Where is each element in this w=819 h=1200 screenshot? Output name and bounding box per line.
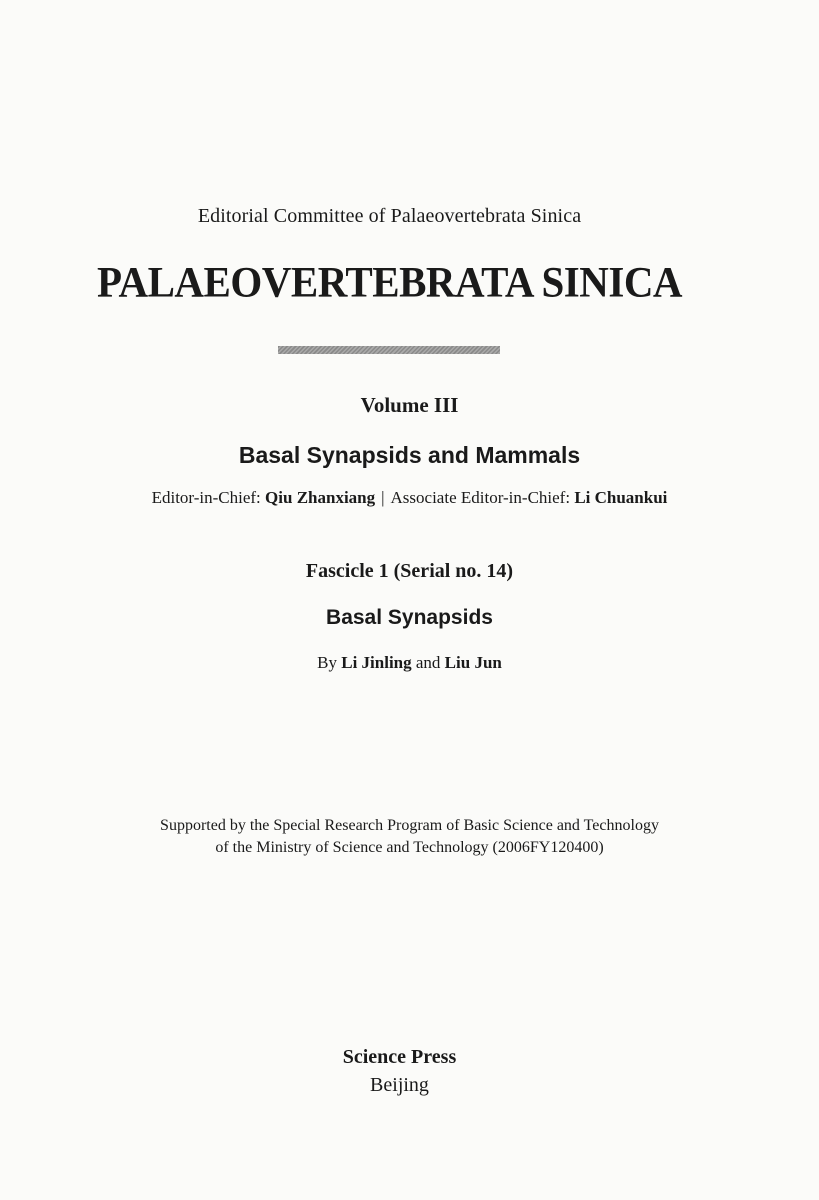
editors-line [0,488,819,508]
fascicle-label: Fascicle 1 (Serial no. 14) [305,560,514,582]
by-label: By [317,653,337,672]
and-label: and [415,653,441,672]
author-2: Liu Jun [444,653,502,672]
associate-editor-label: Associate Editor-in-Chief: [390,488,571,507]
associate-editor-name: Li Chuankui [574,488,668,507]
author-1: Li Jinling [341,653,412,672]
publisher-city: Beijing [370,1074,429,1096]
volume-subtitle: Basal Synapsids and Mammals [238,442,581,468]
editor-separator: | [381,488,385,507]
authors-line [0,653,819,673]
page-title: PALAEOVERTEBRATA SINICA [96,257,683,307]
volume-label: Volume III [360,393,459,417]
editor-in-chief-label: Editor-in-Chief: [151,488,261,507]
publisher-name: Science Press [342,1046,457,1068]
support-line-1: Supported by the Special Research Program of Basic Science and Technology [160,817,659,834]
support-line-2: of the Ministry of Science and Technology (2006FY120400) [215,839,604,856]
editor-in-chief-name: Qiu Zhanxiang [265,488,376,507]
support-statement [0,815,819,859]
editorial-committee: Editorial Committee of Palaeovertebrata Sinica [197,205,582,227]
title-rule [278,346,500,354]
fascicle-subtitle: Basal Synapsids [326,606,493,629]
bleed-through-text [110,718,117,748]
